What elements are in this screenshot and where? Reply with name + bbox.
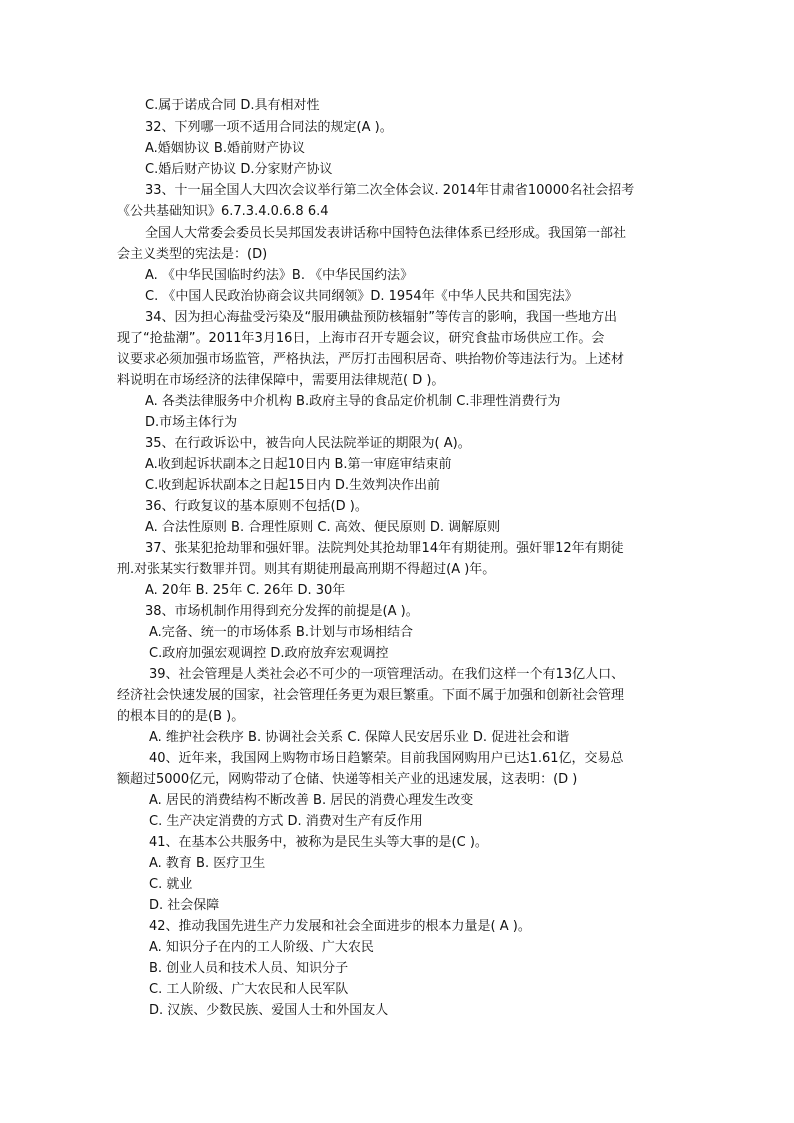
option-line: A. 维护社会秩序 B. 协调社会关系 C. 保障人民安居乐业 D. 促进社会和谐: [149, 730, 570, 745]
question-33: 33、十一届全国人大四次会议举行第二次全体会议. 2014年甘肃省10000名社会招考: [145, 183, 635, 198]
question-37: 37、张某犯抢劫罪和强奸罪。法院判处其抢劫罪14年有期徒刑。强奸罪12年有期徒: [145, 541, 624, 556]
question-38: 38、市场机制作用得到充分发挥的前提是(A )。: [145, 604, 419, 619]
text-line: 的根本目的的是(B )。: [117, 709, 245, 724]
option-line: B. 创业人员和技术人员、知识分子: [149, 961, 349, 976]
option-line: A. 《中华民国临时约法》B. 《中华民国约法》: [145, 268, 414, 283]
question-40: 40、近年来，我国网上购物市场日趋繁荣。目前我国网购用户已达1.61亿，交易总: [149, 751, 624, 766]
option-line: C.政府加强宏观调控 D.政府放弃宏观调控: [149, 646, 389, 661]
option-line: D. 汉族、少数民族、爱国人士和外国友人: [149, 1003, 389, 1018]
question-36: 36、行政复议的基本原则不包括(D )。: [145, 499, 368, 514]
option-line: A. 教育 B. 医疗卫生: [149, 856, 266, 871]
text-line: 经济社会快速发展的国家，社会管理任务更为艰巨繁重。下面不属于加强和创新社会管理: [117, 688, 625, 703]
option-line: D.市场主体行为: [145, 415, 238, 430]
option-line: C. 生产决定消费的方式 D. 消费对生产有反作用: [149, 814, 423, 829]
text-line: 额超过5000亿元，网购带动了仓储、快递等相关产业的迅速发展，这表明：(D ): [117, 772, 578, 787]
question-41: 41、在基本公共服务中，被称为是民生头等大事的是(C )。: [149, 835, 488, 850]
option-line: C. 就业: [149, 877, 193, 892]
option-line: C.收到起诉状副本之日起15日内 D.生效判决作出前: [145, 478, 441, 493]
option-line: A. 合法性原则 B. 合理性原则 C. 高效、便民原则 D. 调解原则: [145, 520, 501, 535]
option-line: A. 居民的消费结构不断改善 B. 居民的消费心理发生改变: [149, 793, 474, 808]
text-line: C.属于诺成合同 D.具有相对性: [145, 98, 320, 113]
question-42: 42、推动我国先进生产力发展和社会全面进步的根本力量是( A )。: [149, 919, 531, 934]
text-line: 全国人大常委会委员长吴邦国发表讲话称中国特色法律体系已经形成。我国第一部社: [145, 226, 627, 241]
question-34: 34、因为担心海盐受污染及“服用碘盐预防核辐射”等传言的影响，我国一些地方出: [145, 310, 618, 325]
option-line: C.婚后财产协议 D.分家财产协议: [145, 162, 333, 177]
option-line: A.收到起诉状副本之日起10日内 B.第一审庭审结束前: [145, 457, 452, 472]
question-39: 39、社会管理是人类社会必不可少的一项管理活动。在我们这样一个有13亿人口、: [149, 667, 625, 682]
question-32: 32、下列哪一项不适用合同法的规定(A )。: [145, 120, 393, 135]
text-line: 会主义类型的宪法是：(D): [117, 247, 268, 262]
text-line: 刑.对张某实行数罪并罚。则其有期徒刑最高刑期不得超过(A )年。: [117, 562, 496, 577]
option-line: A. 20年 B. 25年 C. 26年 D. 30年: [145, 583, 346, 598]
option-line: A.婚姻协议 B.婚前财产协议: [145, 141, 305, 156]
option-line: A.完备、统一的市场体系 B.计划与市场相结合: [149, 625, 413, 640]
option-line: C. 工人阶级、广大农民和人民军队: [149, 982, 349, 997]
question-35: 35、在行政诉讼中，被告向人民法院举证的期限为( A)。: [145, 436, 471, 451]
text-line: 料说明在市场经济的法律保障中，需要用法律规范( D )。: [117, 373, 445, 388]
option-line: D. 社会保障: [149, 898, 220, 913]
option-line: C. 《中国人民政治协商会议共同纲领》D. 1954年《中华人民共和国宪法》: [145, 289, 578, 304]
text-line: 现了“抢盐潮”。2011年3月16日，上海市召开专题会议，研究食盐市场供应工作。会: [117, 331, 605, 346]
option-line: A. 各类法律服务中介机构 B.政府主导的食品定价机制 C.非理性消费行为: [145, 394, 561, 409]
option-line: A. 知识分子在内的工人阶级、广大农民: [149, 940, 374, 955]
text-line: 议要求必须加强市场监管，严格执法，严厉打击囤积居奇、哄抬物价等违法行为。上述材: [117, 352, 625, 367]
text-line: 《公共基础知识》6.7.3.4.0.6.8 6.4: [117, 204, 329, 219]
